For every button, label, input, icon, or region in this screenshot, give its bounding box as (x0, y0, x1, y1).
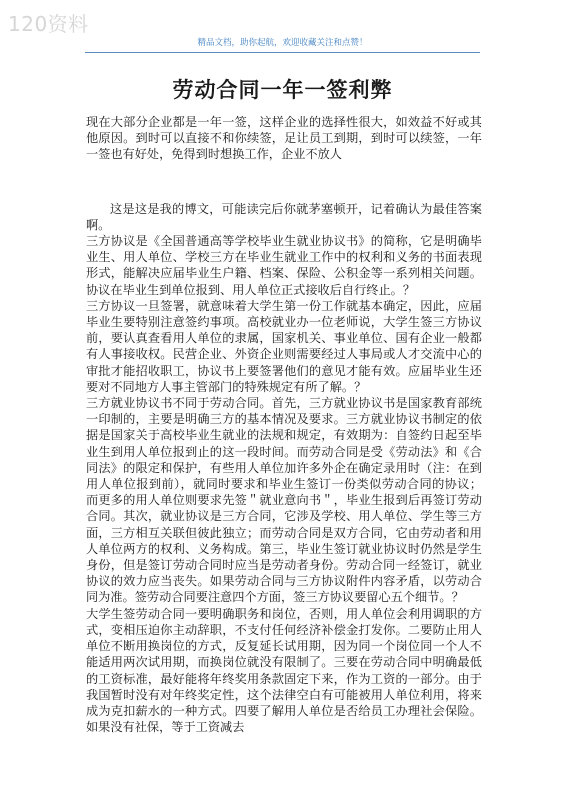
paragraph: 大学生签劳动合同一要明确职务和岗位，否则，用人单位会利用调职的方式，变相压迫你主动辞职，不支付任何经济补偿金打发你。二要防止用人单位不断用换岗位的方式，反复延长试用期，因为同一个岗位同一个人不能适用两次试用期，而换岗位就没有限制了。三要在劳动合同中明确最低的工资标准，最好能将年终奖用条款固定下来，作为工资的一部分。由于我国暂时没有对年终奖定性，这个法律空白有可能被用人单位利用，将来成为克扣薪水的一种方式。四要了解用人单位是否给员工办理社会保险。如果没有社保，等于工资减去 (86, 606, 482, 735)
document-title: 劳动合同一年一签利弊 (172, 78, 393, 102)
watermark-logo: 120资料 (8, 12, 89, 36)
header-note: 精品文档，助你起航，欢迎收藏关注和点赞！ (197, 38, 368, 48)
paragraph: 三方就业协议书不同于劳动合同。首先，三方就业协议书是国家教育部统一印制的，主要是明确三方的基本情况及要求。三方就业协议书制定的依据是国家关于高校毕业生就业的法规和规定，有效期为：自签约日起至毕业生到用人单位报到止的这一段时间。而劳动合同是受《劳动法》和《合同法》的限定和保护，有些用人单位加许多外企在确定录用时（注：在到用人单位报到前），就同时要求和毕业生签订一份类似劳动合同的协议；而更多的用人单位则要求先签＂就业意向书＂，毕业生报到后再签订劳动合同。其次，就业协议是三方合同，它涉及学校、用人单位、学生等三方面，三方相互关联但彼此独立；而劳动合同是双方合同，它由劳动者和用人单位两方的权利、义务构成。第三，毕业生签订就业协议时仍然是学生身份，但是签订劳动合同时应当是劳动者身份。劳动合同一经签订，就业协议的效力应当丧失。如果劳动合同与三方协议附件内容矛盾，以劳动合同为准。签劳动合同要注意四个方面，签三方协议要留心五个细节。？ (86, 396, 482, 605)
paragraph-intro: 现在大部分企业都是一年一签，这样企业的选择性很大，如效益不好或其他原因。到时可以直接不和你续签，足让员工到期，到时可以续签，一年一签也有好处，免得到时想换工作，企业不放人 (86, 115, 482, 162)
document-body (86, 114, 482, 735)
paragraph: 三方协议一旦签署，就意味着大学生第一份工作就基本确定，因此，应届毕业生要特别注意签约事项。高校就业办一位老师说，大学生签三方协议前，要认真查看用人单位的隶属，国家机关、事业单位、国有企业一般都有人事接收权。民营企业、外资企业则需要经过人事局或人才交流中心的审批才能招收职工，协议书上要签署他们的意见才能有效。应届毕业生还要对不同地方人事主管部门的特殊规定有所了解。？ (86, 298, 482, 394)
paragraph: 三方协议是《全国普通高等学校毕业生就业协议书》的简称，它是明确毕业生、用人单位、学校三方在毕业生就业工作中的权利和义务的书面表现形式，能解决应届毕业生户籍、档案、保险、公积金等一系列相关问题。协议在毕业生到单位报到、用人单位正式接收后自行终止。？ (86, 234, 482, 297)
paragraph-note: 这是这是我的博文，可能读完后你就茅塞顿开，记着确认为最佳答案啊。 (86, 201, 482, 232)
header-divider (85, 52, 480, 53)
